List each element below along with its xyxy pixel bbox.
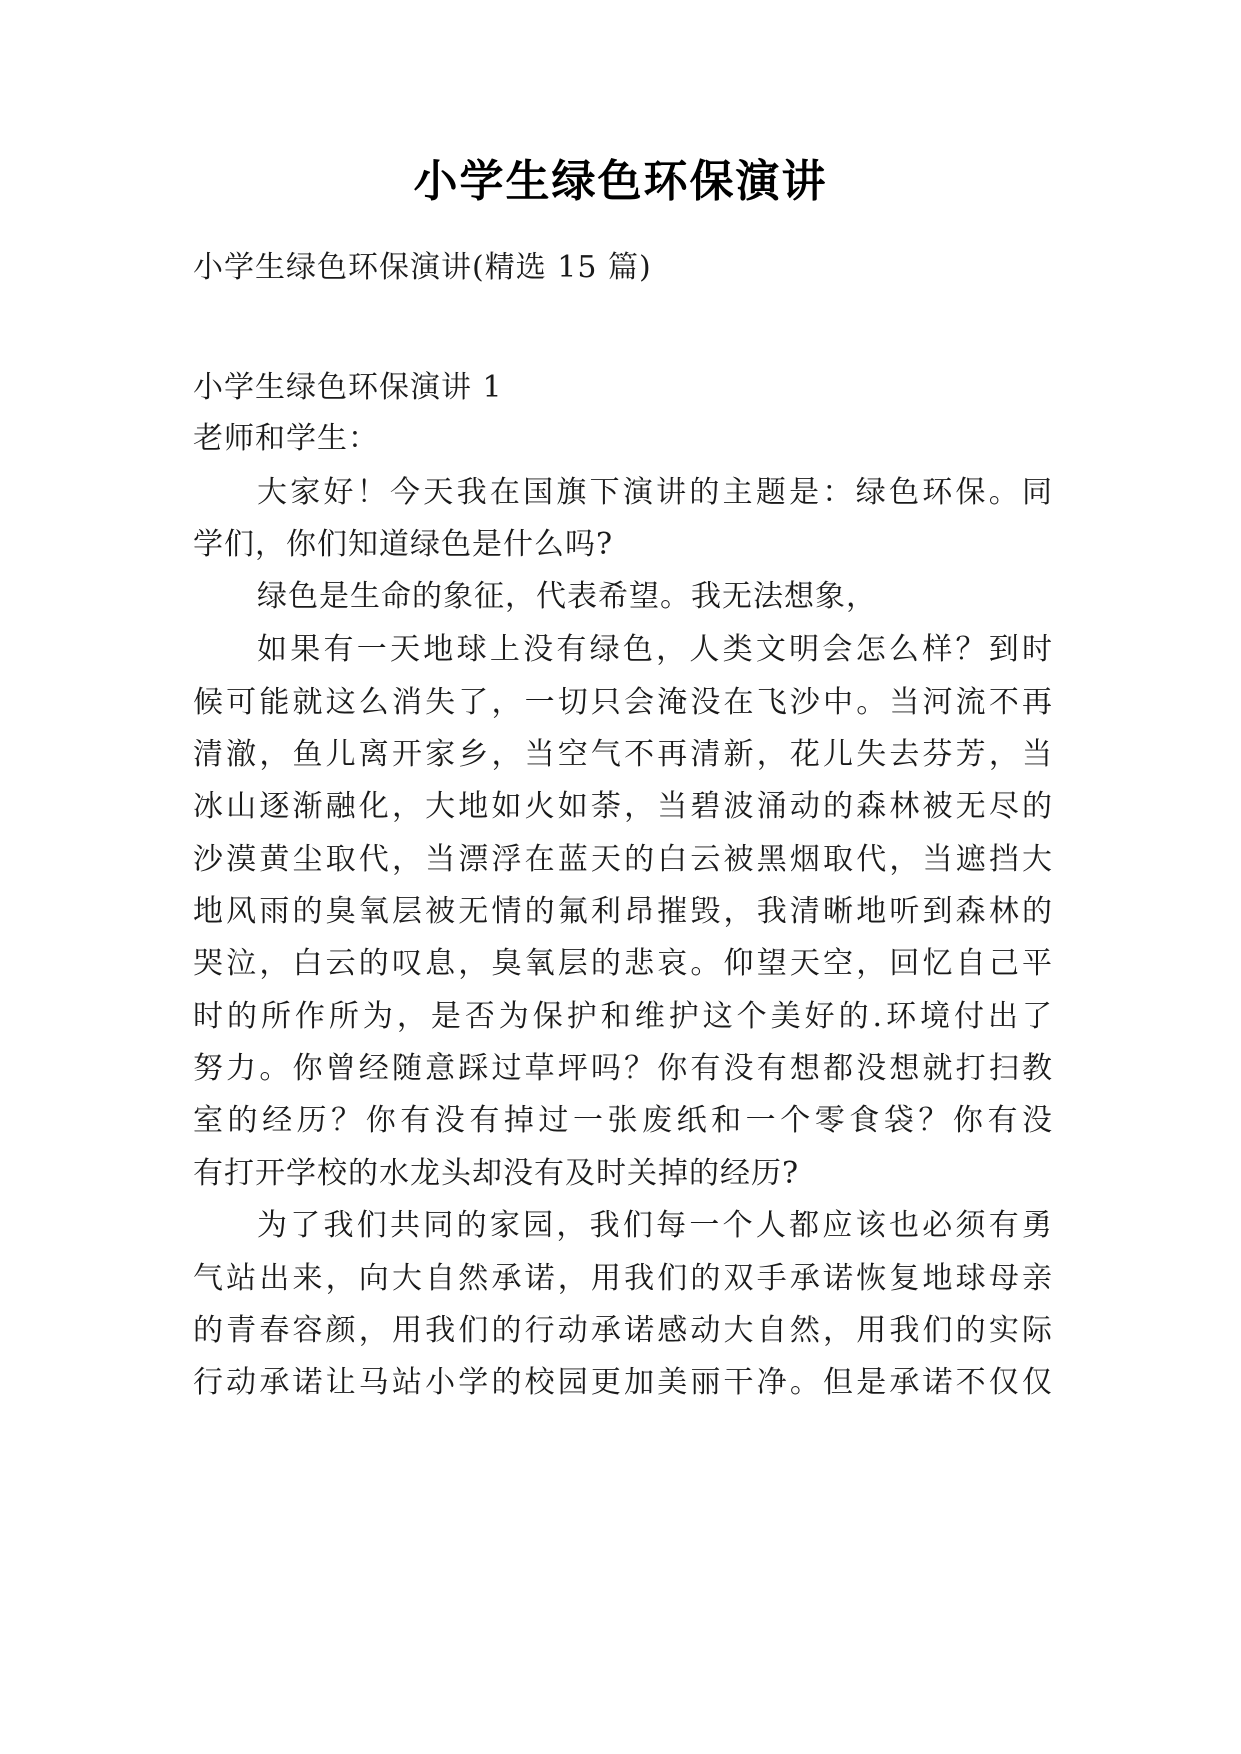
paragraph-line: 室的经历？你有没有掉过一张废纸和一个零食袋？你有没	[193, 1103, 1053, 1138]
paragraph-line: 为了我们共同的家园，我们每一个人都应该也必须有勇	[257, 1208, 1053, 1243]
paragraph-line: 努力。你曾经随意踩过草坪吗？你有没有想都没想就打扫教	[193, 1051, 1053, 1086]
paragraph-line: 的青春容颜，用我们的行动承诺感动大自然，用我们的实际	[193, 1313, 1053, 1348]
paragraph-line: 绿色是生命的象征，代表希望。我无法想象，	[257, 579, 877, 614]
paragraph-line: 哭泣，白云的叹息，臭氧层的悲哀。仰望天空，回忆自己平	[193, 946, 1053, 981]
paragraph-line: 沙漠黄尘取代，当漂浮在蓝天的白云被黑烟取代，当遮挡大	[193, 842, 1053, 877]
document-title: 小学生绿色环保演讲	[413, 156, 828, 207]
paragraph-line: 大家好！今天我在国旗下演讲的主题是：绿色环保。同	[257, 475, 1053, 510]
paragraph-line: 有打开学校的水龙头却没有及时关掉的经历?	[193, 1156, 800, 1191]
paragraph-line: 如果有一天地球上没有绿色，人类文明会怎么样？到时	[257, 632, 1053, 667]
paragraph-line: 行动承诺让马站小学的校园更加美丽干净。但是承诺不仅仅	[193, 1365, 1053, 1400]
paragraph-line: 冰山逐渐融化，大地如火如荼，当碧波涌动的森林被无尽的	[193, 789, 1053, 824]
paragraph-line: 清澈，鱼儿离开家乡，当空气不再清新，花儿失去芬芳，当	[193, 737, 1053, 772]
document-subtitle: 小学生绿色环保演讲(精选 15 篇)	[193, 250, 652, 285]
paragraph-line: 时的所作所为，是否为保护和维护这个美好的.环境付出了	[193, 999, 1053, 1034]
section-heading: 小学生绿色环保演讲 1	[193, 370, 503, 405]
paragraph-line: 气站出来，向大自然承诺，用我们的双手承诺恢复地球母亲	[193, 1261, 1053, 1296]
greeting-line: 老师和学生：	[193, 421, 379, 456]
paragraph-line: 地风雨的臭氧层被无情的氟利昂摧毁，我清晰地听到森林的	[193, 894, 1053, 929]
paragraph-line: 学们，你们知道绿色是什么吗?	[193, 527, 614, 562]
paragraph-line: 候可能就这么消失了，一切只会淹没在飞沙中。当河流不再	[193, 685, 1053, 720]
